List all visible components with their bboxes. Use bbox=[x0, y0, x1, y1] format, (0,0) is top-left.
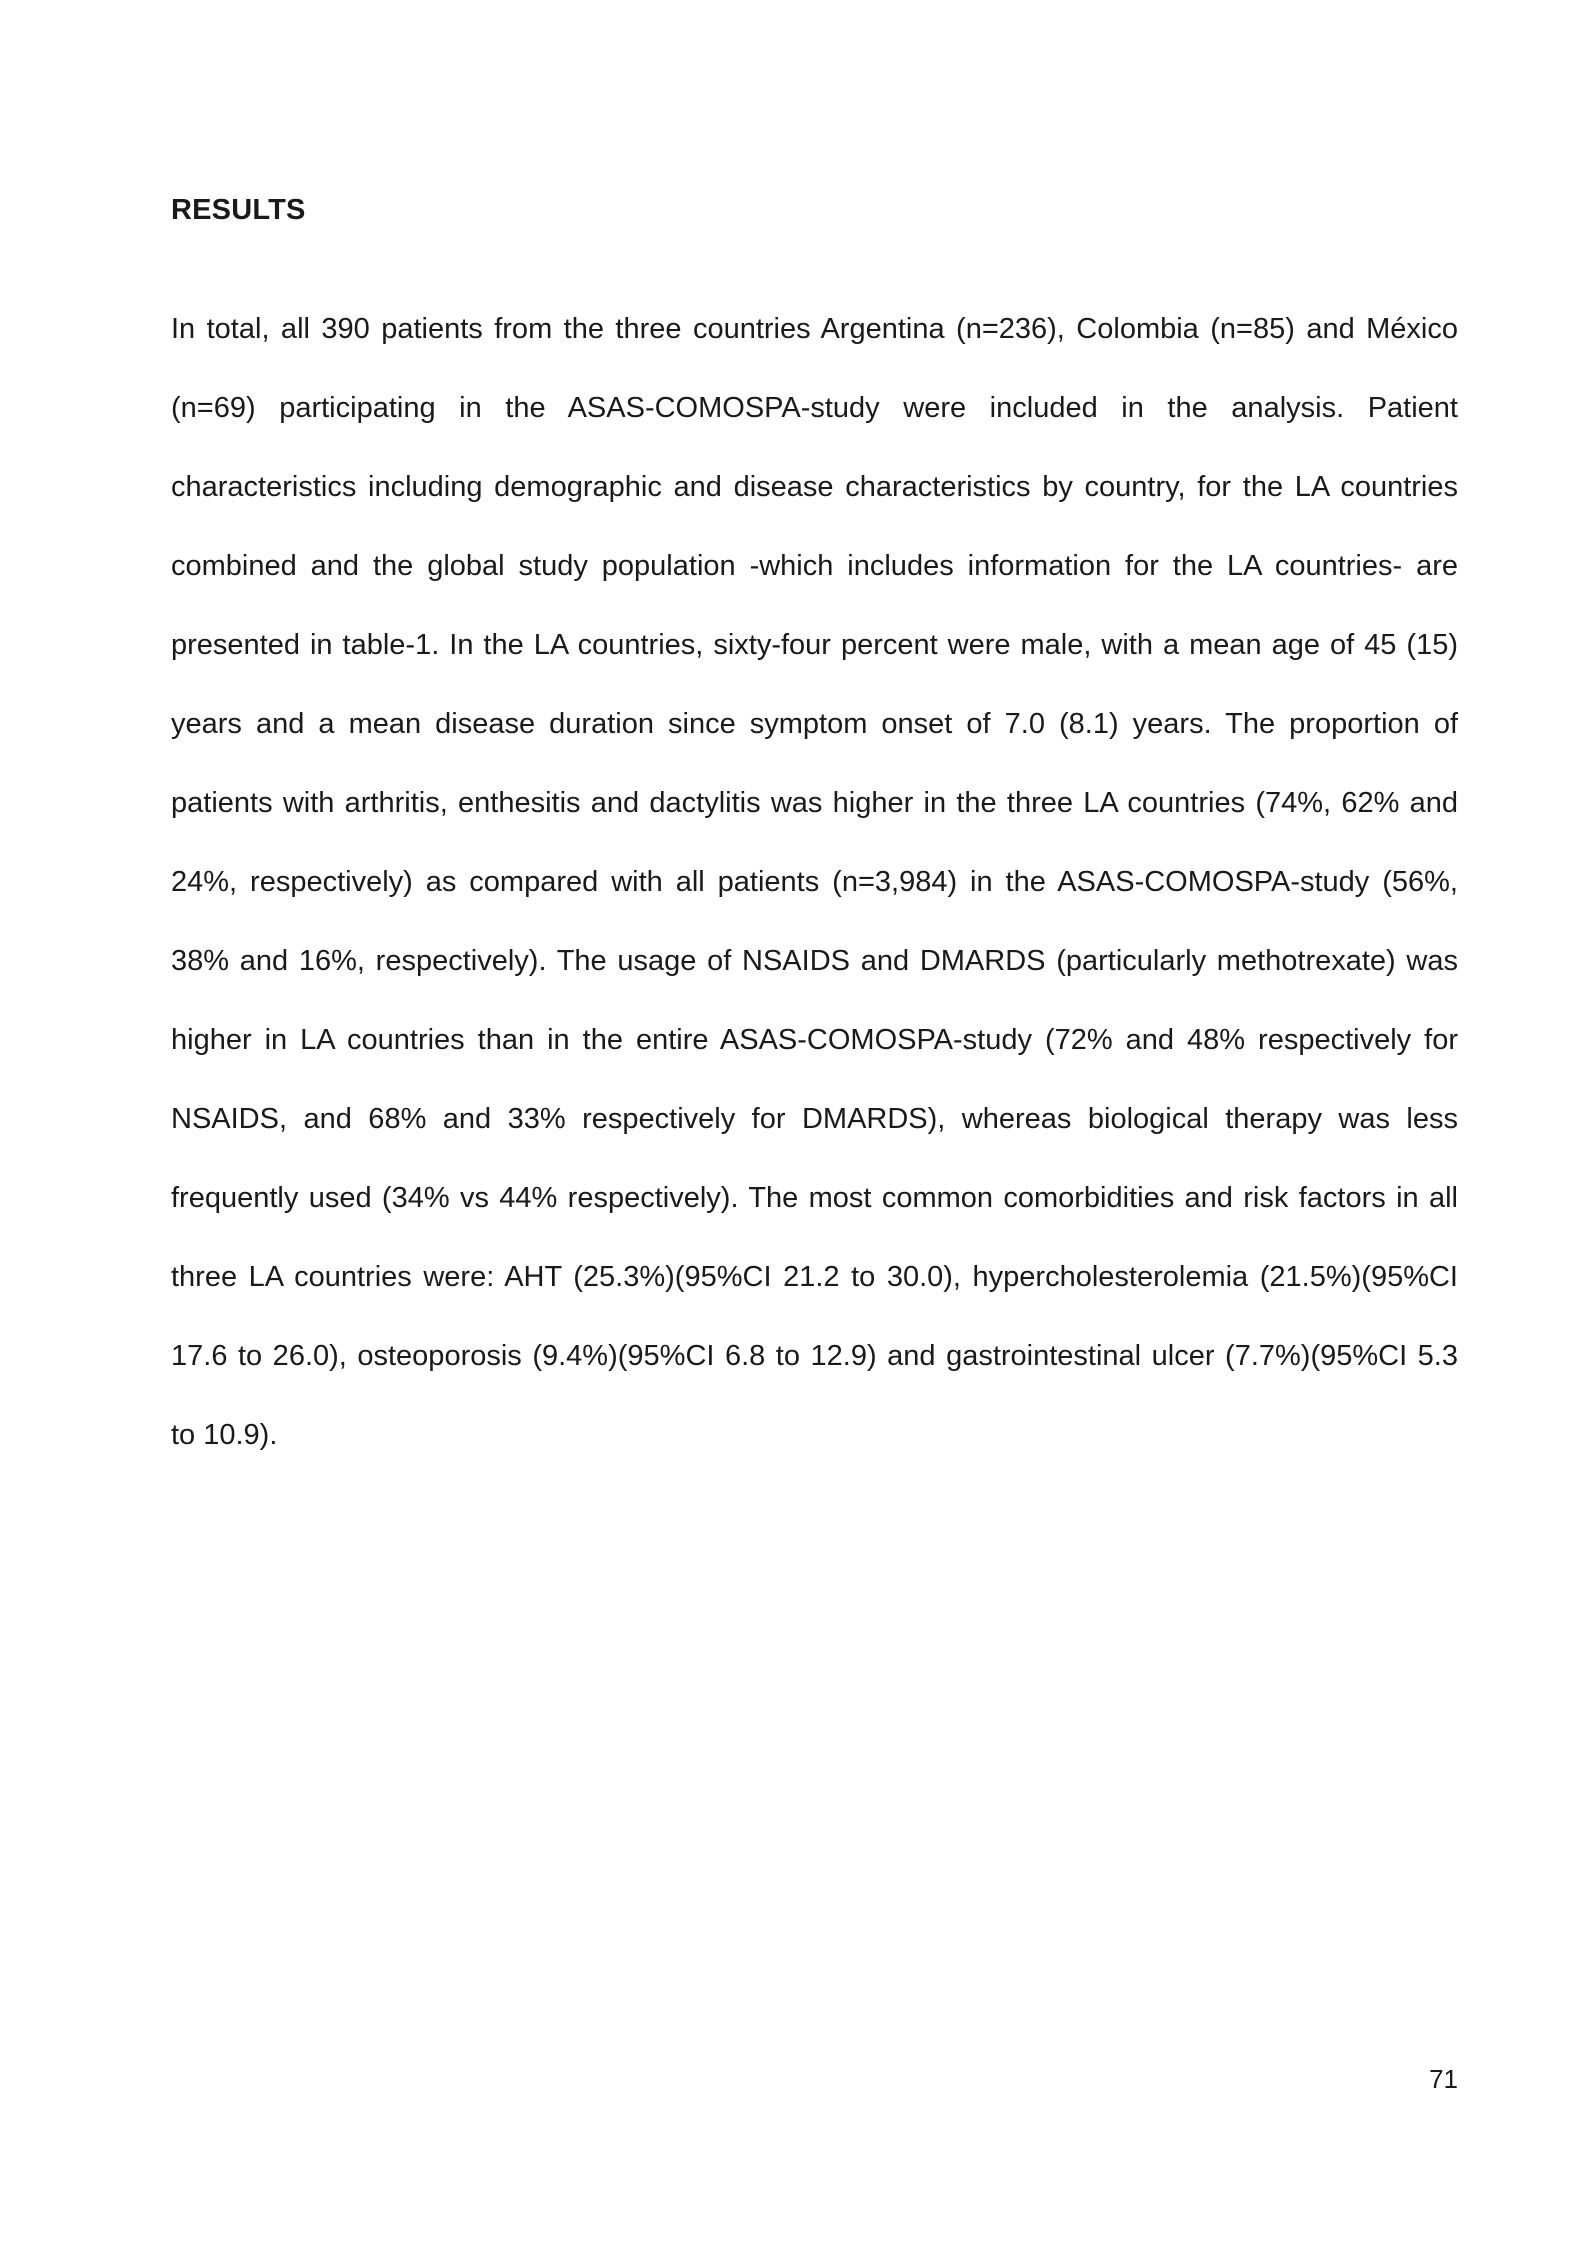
page-number: 71 bbox=[1429, 2064, 1458, 2094]
section-heading: RESULTS bbox=[171, 194, 306, 226]
results-paragraph: In total, all 390 patients from the three countries Argentina (n=236), Colombia (n=85) and México (n=69) participating in the ASAS-COMOSPA-study were included in the analysis. Patient characteristics including demographic and disease characteristics by country, for the LA countries combined and the global study population -which includes information for the LA countries- are presented in table-1. In the LA countries, sixty-four percent were male, with a mean age of 45 (15) years and a mean disease duration since symptom onset of 7.0 (8.1) years. The proportion of patients with arthritis, enthesitis and dactylitis was higher in the three LA countries (74%, 62% and 24%, respectively) as compared with all patients (n=3,984) in the ASAS-COMOSPA-study (56%, 38% and 16%, respectively). The usage of NSAIDS and DMARDS (particularly methotrexate) was higher in LA countries than in the entire ASAS-COMOSPA-study (72% and 48% respectively for NSAIDS, and 68% and 33% respectively for DMARDS), whereas biological therapy was less frequently used (34% vs 44% respectively). The most common comorbidities and risk factors in all three LA countries were: AHT (25.3%)(95%CI 21.2 to 30.0), hypercholesterolemia (21.5%)(95%CI 17.6 to 26.0), osteoporosis (9.4%)(95%CI 6.8 to 12.9) and gastrointestinal ulcer (7.7%)(95%CI 5.3 to 10.9). bbox=[171, 313, 1458, 1451]
